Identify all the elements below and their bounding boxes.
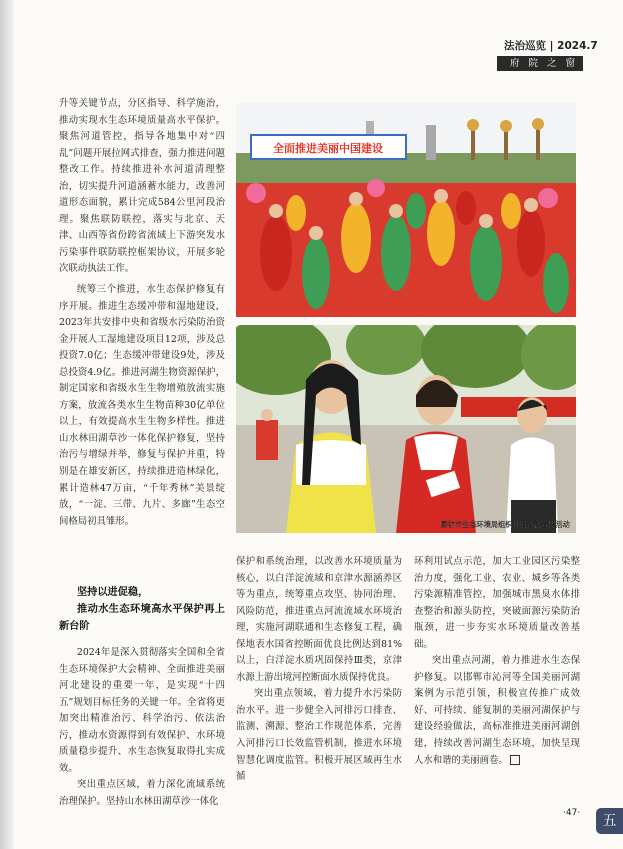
- closing-paragraph-text: 突出重点河湖，着力推进水生态保护修复。以邯郸市沁河等全国美丽河湖案例为示范引领，积极宣传推广成效好、可持续、能复制的美丽河湖保护与建设经验做法，高标准推进美丽河湖创建，持续改善河湖生态环境，加快呈现人水和谐的美丽画卷。: [414, 655, 580, 766]
- section-header-label: 府 院 之 窗: [510, 58, 579, 69]
- page-number: ·47·: [563, 808, 581, 818]
- column-3-text: [414, 554, 580, 769]
- photo-legal-outreach-illustration: [236, 325, 576, 533]
- paragraph: 突出重点区域，着力深化流域系统治理保护。坚持山水林田湖草沙一体化: [59, 779, 225, 807]
- paragraph: 环利用试点示范，加大工业园区污染整治力度，强化工业、农业、城乡等各类污染源精准管控，加强城市黑臭水体排查整治和源头防控，突破面源污染防治瓶颈，进一步夯实水环境质量改善基础。: [414, 556, 580, 650]
- photo-square-dance-illustration: [236, 103, 576, 317]
- section-heading-line-1: 坚持以进促稳，: [77, 587, 149, 598]
- chapter-tab-glyph: 五: [602, 813, 617, 829]
- article-end-icon: [510, 755, 520, 765]
- photo-legal-outreach: [236, 325, 576, 533]
- chapter-tab-icon: [596, 808, 623, 834]
- paragraph: 统筹三个推进，水生态保护修复有序开展。推进生态缓冲带和湿地建设，2023年共安排中央和省级水污染防治资金开展人工湿地建设项目12项，涉及总投资7.0亿；生态缓冲带建设9处，涉及总投资4.9亿。推进河湖生物资源保护，制定国家和省级水生生物增殖放流实施方案，放流各类水生生物苗种30亿单位以上，有效提高水生生物多样性。推进山水林田湖草沙一体化保护修复，坚持治污与增绿并举，修复与保护并重，特别是在雄安新区，持续推进造林绿化，累计造林47万亩，“千年秀林”美景绽放，“一淀、三带、九片、多廊”生态空间格局初具雏形。: [59, 284, 225, 527]
- paragraph: 保护和系统治理，以改善水环境质量为核心，以白洋淀流域和京津水源涵养区等为重点，统筹重点攻坚、协同治理、风险防范，推进重点河流流域水环境治理，实施河湖联通和生态修复工程，确保地表水国省控断面优良比例达到81%以上，白洋淀水质巩固保持Ⅲ类，京津水源上游出境河控断面水质保持优良。: [236, 556, 402, 683]
- page-spine-shadow: [0, 0, 14, 849]
- column-1-lower-text: [59, 584, 225, 810]
- event-banner-text: 全面推进美丽中国建设: [273, 142, 383, 155]
- section-heading: [59, 584, 225, 635]
- photo-square-dance-event: [236, 103, 576, 317]
- magazine-issue-header: 法治巡览 | 2024.7: [504, 40, 598, 52]
- paragraph: 升等关键节点，分区指导、科学施治，推动实现水生态环境质量高水平保护。聚焦河道管控，指导各地集中对“四乱”问题开展拉网式排查，强力推进问题整改工作。持续推进补水河道清理整治，切实提升河道涵蓄水能力，改善河道形态面貌，累计完成584公里河段治理。聚焦联防联控，落实与北京、天津、山西等省份跨省流域上下游突发水污染事件联防联控框架协议，开展多轮次联动执法工作。: [59, 98, 225, 275]
- section-heading-line-2: 推动水生态环境高水平保护再上新台阶: [59, 604, 225, 632]
- column-1-upper-text: [59, 96, 225, 530]
- column-2-text: [236, 554, 402, 786]
- paragraph: 突出重点领域，着力提升水污染防治水平。进一步健全入河排污口排查、监测、溯源、整治工作规范体系，完善入河排污口长效监管机制，推进水环境智慧化调度监管。积极开展区域再生水循: [236, 688, 402, 783]
- paragraph: [414, 653, 580, 769]
- paragraph: 2024年是深入贯彻落实全国和全省生态环境保护大会精神、全面推进美丽河北建设的重要一年，是实现“十四五”规划目标任务的关键一年。全省将更加突出精准治污、科学治污、依法治污，推动水资源得到有效保护、水环境质量稳步提升、水生态恢复取得扎实成效。: [59, 647, 225, 774]
- photo-caption: 廊坊市生态环境局组织开展普法宣传活动: [440, 520, 570, 529]
